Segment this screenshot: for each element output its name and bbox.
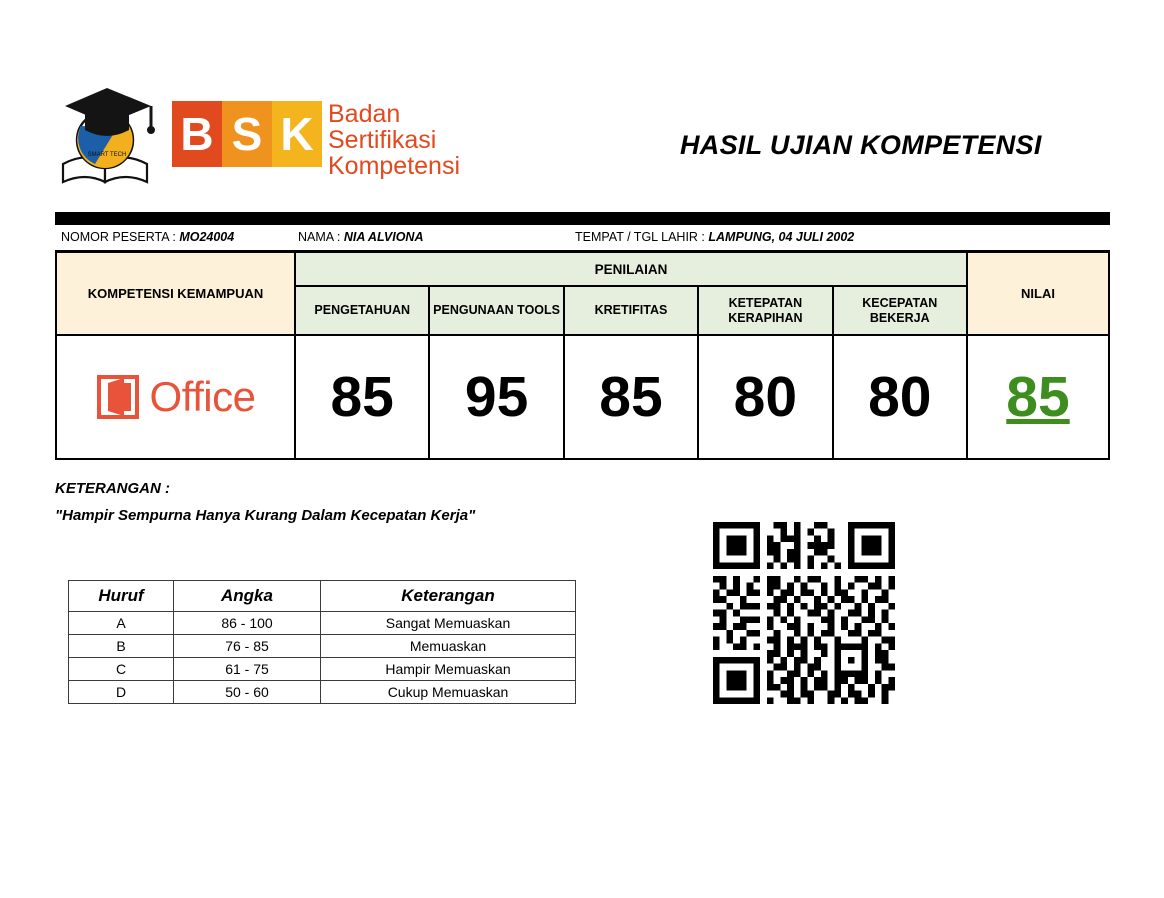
- keterangan-title: KETERANGAN :: [55, 480, 170, 497]
- competency-cell: [56, 335, 295, 459]
- participant-birth: [575, 230, 854, 244]
- participant-number: [61, 230, 234, 244]
- subheader-kretifitas: KRETIFITAS: [564, 286, 698, 335]
- participant-number-label: NOMOR PESERTA :: [61, 230, 180, 244]
- microsoft-office-icon: [96, 371, 140, 423]
- bsk-word-sertifikasi: Sertifikasi: [328, 125, 437, 154]
- bsk-word-badan: Badan: [328, 99, 401, 128]
- grade-ket-b: Memuaskan: [321, 635, 576, 658]
- grade-ket-a: Sangat Memuaskan: [321, 612, 576, 635]
- grade-angka-d: 50 - 60: [174, 681, 321, 704]
- participant-identity-row: [55, 230, 1110, 251]
- subheader-kecepatan-bekerja: KECEPATAN BEKERJA: [833, 286, 967, 335]
- final-score: 85: [967, 335, 1109, 459]
- participant-name-label: NAMA :: [298, 230, 344, 244]
- score-table-header-row: [56, 252, 1109, 286]
- grade-angka-a: 86 - 100: [174, 612, 321, 635]
- qr-code: [706, 510, 902, 716]
- bsk-wordmark: [172, 101, 460, 180]
- score-table: [55, 251, 1110, 460]
- graduation-cap-icon: [55, 78, 160, 188]
- grade-col-keterangan: Keterangan: [321, 581, 576, 612]
- competency-header-cell: KOMPETENSI KEMAMPUAN: [56, 252, 295, 335]
- page-title: HASIL UJIAN KOMPETENSI: [680, 130, 1042, 160]
- subheader-ketepatan-kerapihan: KETEPATAN KERAPIHAN: [698, 286, 832, 335]
- grade-ket-d: Cukup Memuaskan: [321, 681, 576, 704]
- grade-huruf-a: A: [69, 612, 174, 635]
- grade-angka-b: 76 - 85: [174, 635, 321, 658]
- grade-ket-c: Hampir Memuaskan: [321, 658, 576, 681]
- subheader-pengunaan-tools: PENGUNAAN TOOLS: [429, 286, 563, 335]
- score-kecepatan-bekerja: 80: [833, 335, 967, 459]
- keterangan-block: [55, 480, 475, 524]
- table-row: [69, 635, 576, 658]
- grade-huruf-b: B: [69, 635, 174, 658]
- header-divider-bar: [55, 212, 1110, 225]
- table-row: [69, 612, 576, 635]
- score-pengunaan-tools: 95: [429, 335, 563, 459]
- score-ketepatan-kerapihan: 80: [698, 335, 832, 459]
- participant-number-value: MO24004: [179, 230, 235, 244]
- grade-legend-table: [68, 580, 576, 704]
- score-table-data-row: [56, 335, 1109, 459]
- bsk-letter-s: S: [222, 101, 272, 167]
- bsk-letter-k: K: [272, 101, 322, 167]
- keterangan-text: "Hampir Sempurna Hanya Kurang Dalam Kecepatan Kerja": [55, 507, 476, 524]
- grade-huruf-d: D: [69, 681, 174, 704]
- competency-name: Office: [149, 373, 256, 420]
- svg-text:SMART TECH: SMART TECH: [87, 152, 127, 158]
- grade-col-huruf: Huruf: [69, 581, 174, 612]
- participant-name-value: NIA ALVIONA: [343, 230, 424, 244]
- score-pengetahuan: 85: [295, 335, 429, 459]
- grade-angka-c: 61 - 75: [174, 658, 321, 681]
- assessment-header-cell: PENILAIAN: [295, 252, 967, 286]
- nilai-header-cell: NILAI: [967, 252, 1109, 335]
- document-header: [55, 78, 1110, 198]
- participant-birth-label: TEMPAT / TGL LAHIR :: [575, 230, 709, 244]
- subheader-pengetahuan: PENGETAHUAN: [295, 286, 429, 335]
- participant-birth-value: LAMPUNG, 04 JULI 2002: [708, 230, 855, 244]
- grade-table-header-row: [69, 581, 576, 612]
- score-kretifitas: 85: [564, 335, 698, 459]
- bsk-word-kompetensi: Kompetensi: [328, 152, 461, 181]
- grade-huruf-c: C: [69, 658, 174, 681]
- grade-col-angka: Angka: [174, 581, 321, 612]
- bsk-letter-b: B: [172, 101, 222, 167]
- table-row: [69, 658, 576, 681]
- table-row: [69, 681, 576, 704]
- bsk-logo: [55, 78, 460, 188]
- participant-name: [298, 230, 423, 244]
